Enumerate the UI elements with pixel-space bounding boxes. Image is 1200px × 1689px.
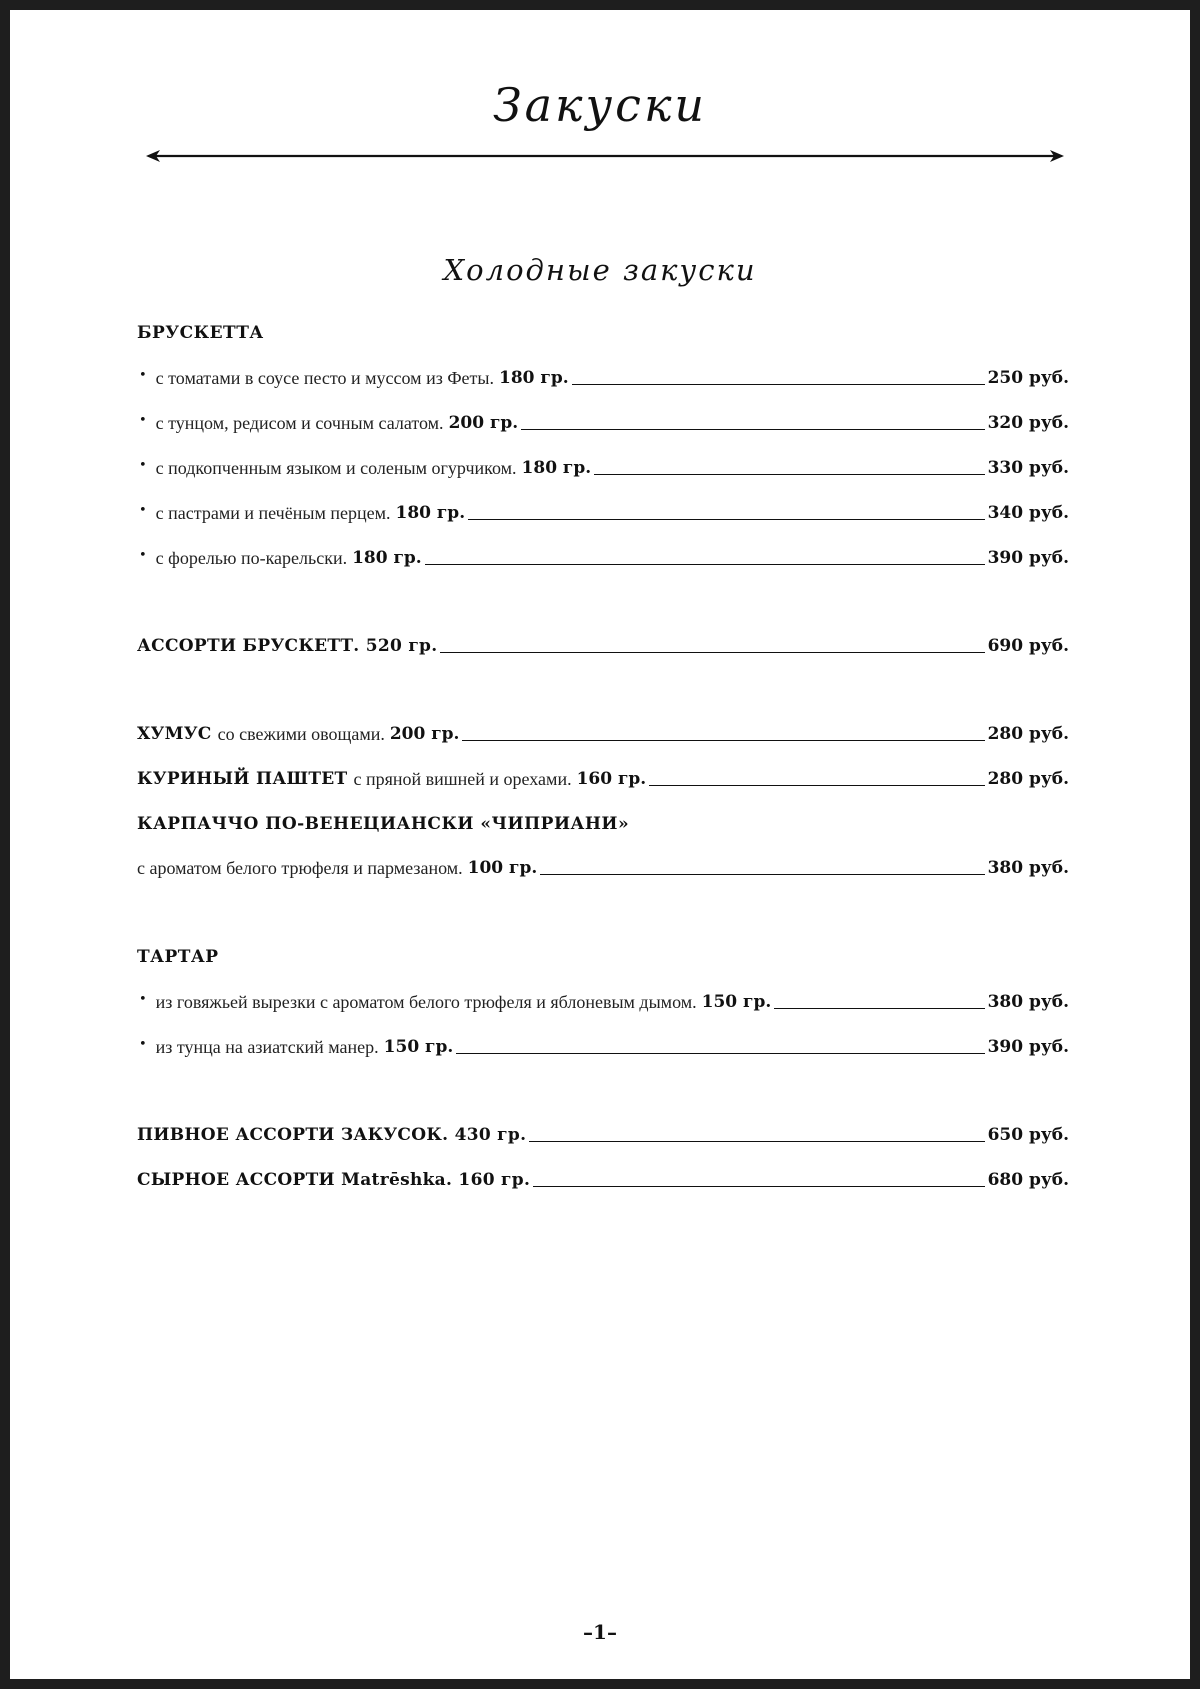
bullet-icon: •: [139, 458, 147, 473]
item-weight: 100 гр.: [467, 858, 538, 878]
menu-item-row: [137, 855, 1069, 881]
dotted-leader: [425, 564, 985, 565]
menu-item-row: [137, 1034, 1069, 1060]
menu-item-row: [137, 766, 1069, 792]
item-weight: 180 гр.: [521, 458, 592, 478]
item-price: 650 руб.: [987, 1125, 1069, 1145]
item-weight: 150 гр.: [701, 992, 772, 1012]
item-name: КУРИНЫЙ ПАШТЕТ: [137, 769, 348, 789]
item-price: 280 руб.: [987, 724, 1069, 744]
bullet-icon: •: [139, 548, 147, 563]
item-description: с пряной вишней и орехами.: [353, 769, 572, 789]
item-price: 390 руб.: [987, 548, 1069, 568]
dotted-leader: [594, 474, 984, 475]
bullet-icon: •: [139, 503, 147, 518]
menu-item-row: [137, 410, 1069, 436]
dotted-leader: [521, 429, 984, 430]
item-price: 320 руб.: [987, 413, 1069, 433]
carpaccio-heading: КАРПАЧЧО ПО-ВЕНЕЦИАНСКИ «ЧИПРИАНИ»: [137, 814, 630, 834]
page-number: –1–: [583, 1620, 617, 1644]
item-description: с ароматом белого трюфеля и пармезаном.: [137, 858, 463, 878]
item-name: ХУМУС: [137, 724, 212, 744]
item-price: 330 руб.: [987, 458, 1069, 478]
item-description: из говяжьей вырезки с ароматом белого трюфеля и яблоневым дымом.: [155, 992, 697, 1012]
dotted-leader: [533, 1186, 984, 1187]
dotted-leader: [649, 785, 984, 786]
page-title: Закуски: [492, 78, 708, 132]
menu-page: [10, 10, 1190, 1679]
item-weight: 200 гр.: [448, 413, 519, 433]
item-price: 280 руб.: [987, 769, 1069, 789]
item-description: с форелью по-карельски.: [155, 548, 348, 568]
bullet-icon: •: [139, 368, 147, 383]
item-price: 250 руб.: [987, 368, 1069, 388]
item-description: со свежими овощами.: [217, 724, 385, 744]
menu-item-row: [137, 1122, 1069, 1148]
item-weight: 180 гр.: [395, 503, 466, 523]
dotted-leader: [440, 652, 984, 653]
dotted-leader: [774, 1008, 984, 1009]
item-price: 690 руб.: [987, 636, 1069, 656]
tartar-heading: ТАРТАР: [137, 947, 219, 967]
item-name: СЫРНОЕ АССОРТИ Matrēshka. 160 гр.: [137, 1170, 531, 1190]
item-price: 680 руб.: [987, 1170, 1069, 1190]
dotted-leader: [540, 874, 984, 875]
menu-item-row: [137, 365, 1069, 391]
dotted-leader: [468, 519, 984, 520]
item-price: 390 руб.: [987, 1037, 1069, 1057]
section-title: Холодные закуски: [443, 253, 757, 287]
dotted-leader: [572, 384, 985, 385]
item-name: ПИВНОЕ АССОРТИ ЗАКУСОК. 430 гр.: [137, 1125, 527, 1145]
menu-item-row: [137, 989, 1069, 1015]
double-arrow-rule-icon: [146, 146, 1064, 166]
bullet-icon: •: [139, 992, 147, 1007]
item-name: АССОРТИ БРУСКЕТТ. 520 гр.: [137, 636, 438, 656]
bullet-icon: •: [139, 1037, 147, 1052]
dotted-leader: [456, 1053, 984, 1054]
item-price: 380 руб.: [987, 992, 1069, 1012]
item-price: 380 руб.: [987, 858, 1069, 878]
item-description: из тунца на азиатский манер.: [155, 1037, 379, 1057]
item-weight: 180 гр.: [499, 368, 569, 388]
menu-item-row: [137, 500, 1069, 526]
item-description: с томатами в соусе песто и муссом из Феты.: [155, 368, 494, 388]
menu-item-row: [137, 633, 1069, 659]
bruschetta-heading: БРУСКЕТТА: [137, 323, 264, 343]
dotted-leader: [529, 1141, 984, 1142]
item-weight: 150 гр.: [383, 1037, 454, 1057]
menu-item-row: [137, 455, 1069, 481]
bullet-icon: •: [139, 413, 147, 428]
menu-item-row: [137, 721, 1069, 747]
item-weight: 160 гр.: [576, 769, 647, 789]
item-description: с подкопченным языком и соленым огурчиком.: [155, 458, 517, 478]
item-price: 340 руб.: [987, 503, 1069, 523]
menu-item-row: [137, 545, 1069, 571]
dotted-leader: [462, 740, 984, 741]
item-weight: 180 гр.: [352, 548, 422, 568]
menu-item-row: [137, 1167, 1069, 1193]
item-weight: 200 гр.: [389, 724, 460, 744]
item-description: с пастрами и печёным перцем.: [155, 503, 391, 523]
item-description: с тунцом, редисом и сочным салатом.: [155, 413, 444, 433]
